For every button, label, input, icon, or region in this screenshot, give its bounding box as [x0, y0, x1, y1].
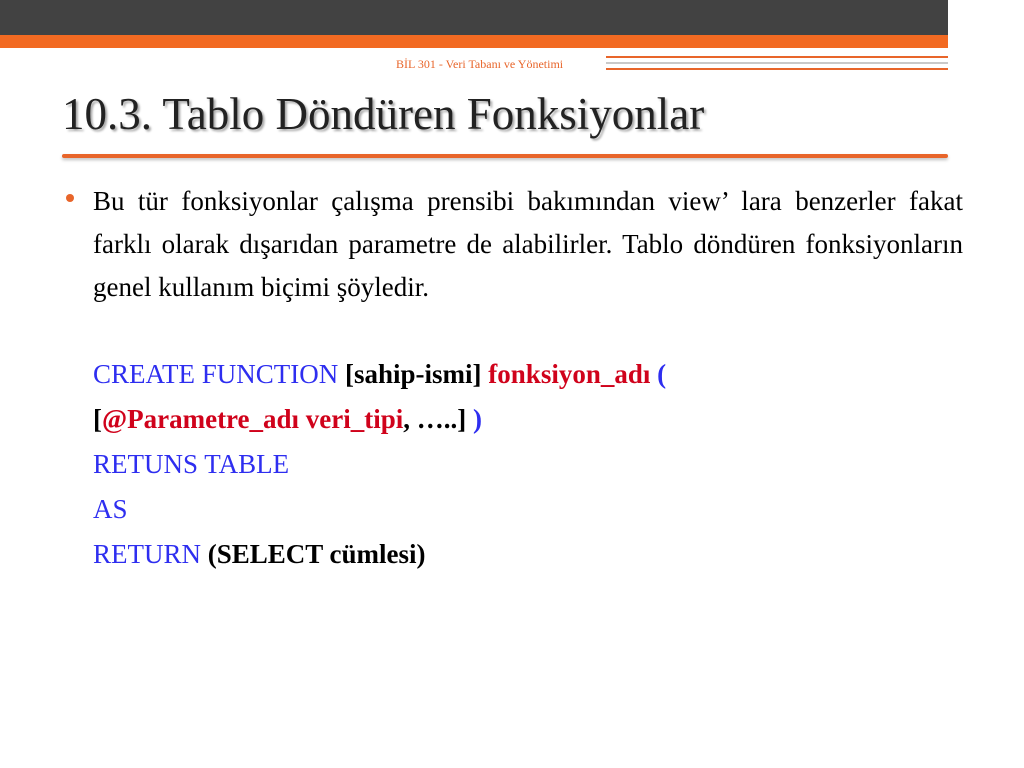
- owner-placeholder: [sahip-ismi]: [338, 359, 489, 389]
- function-name-placeholder: fonksiyon_adı: [488, 359, 651, 389]
- parameter-placeholder: @Parametre_adı veri_tipi: [102, 404, 404, 434]
- header-rule: [606, 62, 948, 64]
- header-accent-band: [0, 35, 1024, 48]
- syntax-line-params: [93, 397, 666, 442]
- keyword-return: RETURN: [93, 539, 201, 569]
- close-paren: ): [473, 404, 483, 434]
- slide-number: 14: [968, 9, 988, 31]
- title-underline: [62, 154, 948, 158]
- header-bar: [0, 0, 1024, 35]
- open-paren: (: [650, 359, 667, 389]
- slide-title: 10.3. Tablo Döndüren Fonksiyonlar: [62, 89, 705, 139]
- bracket-open: [: [93, 404, 102, 434]
- syntax-block: [93, 352, 666, 577]
- bullet-dot: [66, 194, 74, 202]
- course-label: BİL 301 - Veri Tabanı ve Yönetimi: [396, 57, 564, 71]
- parameter-rest: , …..]: [403, 404, 474, 434]
- syntax-line-return: [93, 532, 666, 577]
- syntax-line-create: [93, 352, 666, 397]
- keyword-as: AS: [93, 494, 128, 524]
- header-divider-line: [1008, 0, 1010, 72]
- keyword-returns-table: RETUNS TABLE: [93, 449, 290, 479]
- body-paragraph: Bu tür fonksiyonlar çalışma prensibi bakımından view’ lara benzerler fakat farklı olarak dışarıdan parametre de alabilirler. Tablo döndüren fonksiyonların genel kullanım biçimi şöyledir.: [93, 186, 963, 302]
- keyword-create-function: CREATE FUNCTION: [93, 359, 339, 389]
- header-divider-line: [998, 0, 1000, 72]
- select-placeholder: (SELECT cümlesi): [201, 539, 426, 569]
- header-rule: [606, 56, 948, 58]
- header-rule: [606, 68, 948, 70]
